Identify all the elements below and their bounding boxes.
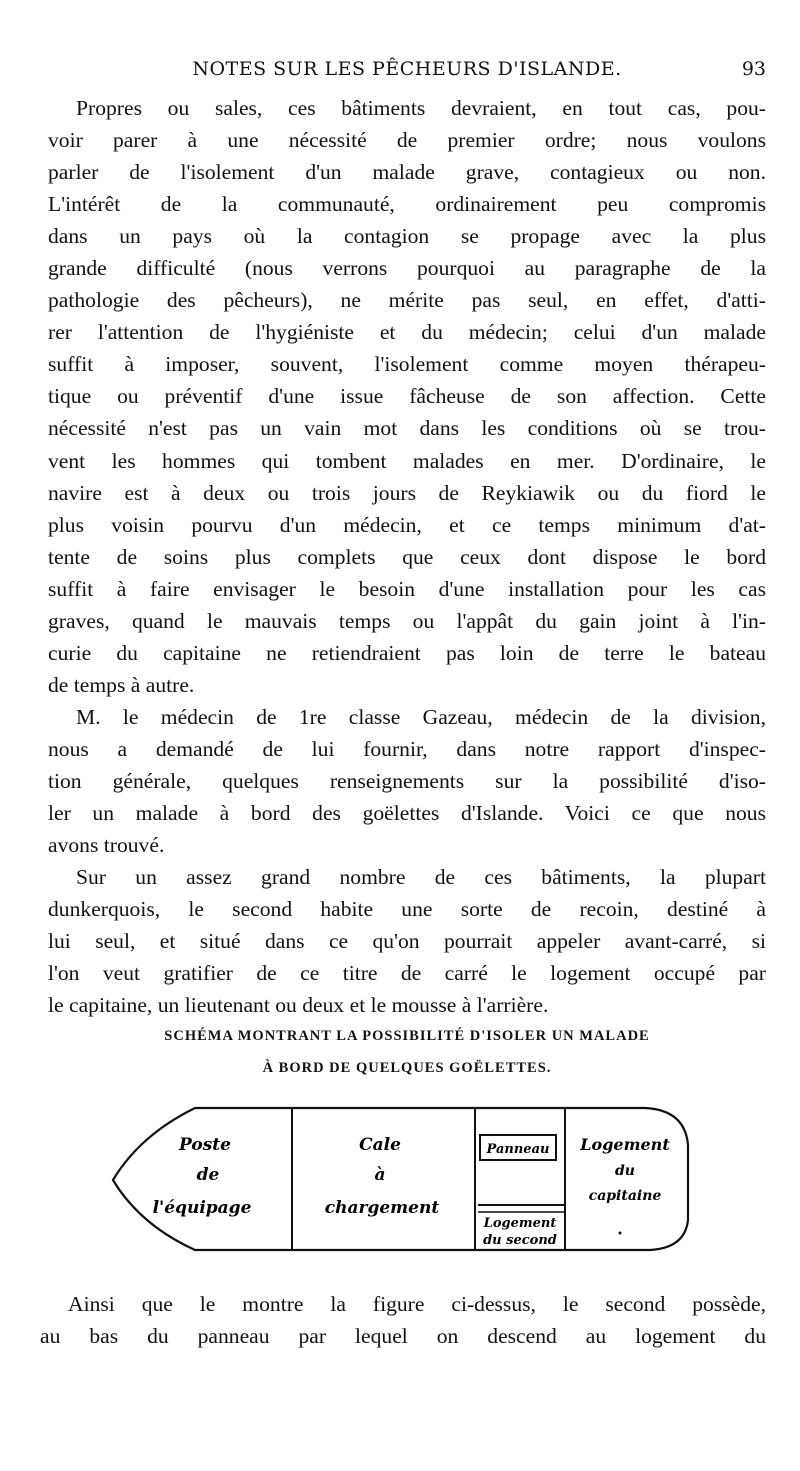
paragraph-2 — [48, 701, 766, 861]
label-poste-equipage: l'équipage — [152, 1198, 252, 1218]
text-line: nécessité n'est pas un vain mot dans les conditions où se trou- — [48, 416, 766, 441]
text-line: Ainsi que le montre la figure ci-dessus, le second possède, — [68, 1292, 766, 1316]
text-line: avons trouvé. — [48, 833, 165, 858]
text-line: tion générale, quelques renseignements sur la possibilité d'iso- — [48, 768, 766, 793]
text-line: suffit à imposer, souvent, l'isolement comme moyen thérapeu- — [48, 352, 766, 377]
page-number: 93 — [741, 58, 766, 80]
paragraph-1 — [48, 92, 766, 701]
text-line: parler de l'isolement d'un malade grave, contagieux ou non. — [48, 160, 766, 185]
figure-caption-line-2: À BORD DE QUELQUES GOËLETTES. — [262, 1060, 552, 1076]
text-line: curie du capitaine ne retiendraient pas loin de terre le bateau — [48, 640, 766, 665]
text-line: L'intérêt de la communauté, ordinairement peu compromis — [48, 192, 766, 217]
body-text — [48, 92, 766, 1021]
page-header — [48, 58, 766, 88]
text-line: dans un pays où la contagion se propage avec la plus — [48, 224, 766, 249]
text-line: le capitaine, un lieutenant ou deux et le mousse à l'arrière. — [48, 993, 549, 1018]
dot — [619, 1232, 622, 1235]
text-line: au bas du panneau par lequel on descend au logement du — [40, 1324, 766, 1348]
text-line: voir parer à une nécessité de premier ordre; nous voulons — [48, 128, 766, 153]
text-line: dunkerquois, le second habite une sorte de recoin, destiné à — [48, 897, 766, 922]
label-poste: Poste — [179, 1135, 231, 1155]
text-line: tente de soins plus complets que ceux dont dispose le bord — [48, 544, 766, 569]
text-line: pathologie des pêcheurs), ne mérite pas seul, en effet, d'atti- — [48, 288, 766, 313]
ship-schema-diagram — [110, 1105, 690, 1255]
text-line: tique ou préventif d'une issue fâcheuse de son affection. Cette — [48, 384, 766, 409]
closing-text — [40, 1288, 766, 1352]
text-line: Propres ou sales, ces bâtiments devraient, en tout cas, pou- — [76, 96, 766, 120]
running-title: NOTES SUR LES PÊCHEURS D'ISLANDE. — [192, 58, 622, 80]
text-line: de temps à autre. — [48, 672, 195, 697]
text-line: Sur un assez grand nombre de ces bâtiments, la plupart — [76, 865, 766, 890]
label-panneau: Panneau — [486, 1142, 550, 1157]
ship-outline-svg — [110, 1105, 690, 1255]
text-line: navire est à deux ou trois jours de Reykiawik ou du fiord le — [48, 480, 766, 505]
label-logement-second: Logement — [483, 1216, 557, 1231]
text-line: rer l'attention de l'hygiéniste et du médecin; celui d'un malade — [48, 320, 766, 345]
text-line: suffit à faire envisager le besoin d'une installation pour les cas — [48, 576, 766, 601]
text-line: lui seul, et situé dans ce qu'on pourrait appeler avant-carré, si — [48, 929, 766, 954]
label-logement-capitaine-du: du — [615, 1163, 635, 1179]
label-logement-capitaine: Logement — [580, 1135, 670, 1154]
figure-caption-line-1: SCHÉMA MONTRANT LA POSSIBILITÉ D'ISOLER UN MALADE — [164, 1028, 650, 1044]
label-logement-second-du: du second — [483, 1233, 557, 1248]
text-line: plus voisin pourvu d'un médecin, et ce temps minimum d'at- — [48, 512, 766, 537]
text-line: l'on veut gratifier de ce titre de carré le logement occupé par — [48, 961, 766, 986]
label-logement-capitaine-name: capitaine — [588, 1188, 662, 1204]
text-line: ler un malade à bord des goëlettes d'Islande. Voici ce que nous — [48, 801, 766, 826]
text-line: nous a demandé de lui fournir, dans notre rapport d'inspec- — [48, 736, 766, 761]
paragraph-3 — [48, 861, 766, 1021]
text-line: graves, quand le mauvais temps ou l'appât du gain joint à l'in- — [48, 608, 766, 633]
text-line: M. le médecin de 1re classe Gazeau, médecin de la division, — [76, 704, 766, 729]
text-line: grande difficulté (nous verrons pourquoi au paragraphe de la — [48, 256, 766, 281]
text-line: vent les hommes qui tombent malades en mer. D'ordinaire, le — [48, 448, 766, 473]
label-cale: Cale — [359, 1135, 401, 1155]
label-cale-chargement: chargement — [324, 1198, 440, 1218]
label-poste-de: de — [196, 1165, 220, 1185]
label-cale-a: à — [374, 1165, 386, 1185]
